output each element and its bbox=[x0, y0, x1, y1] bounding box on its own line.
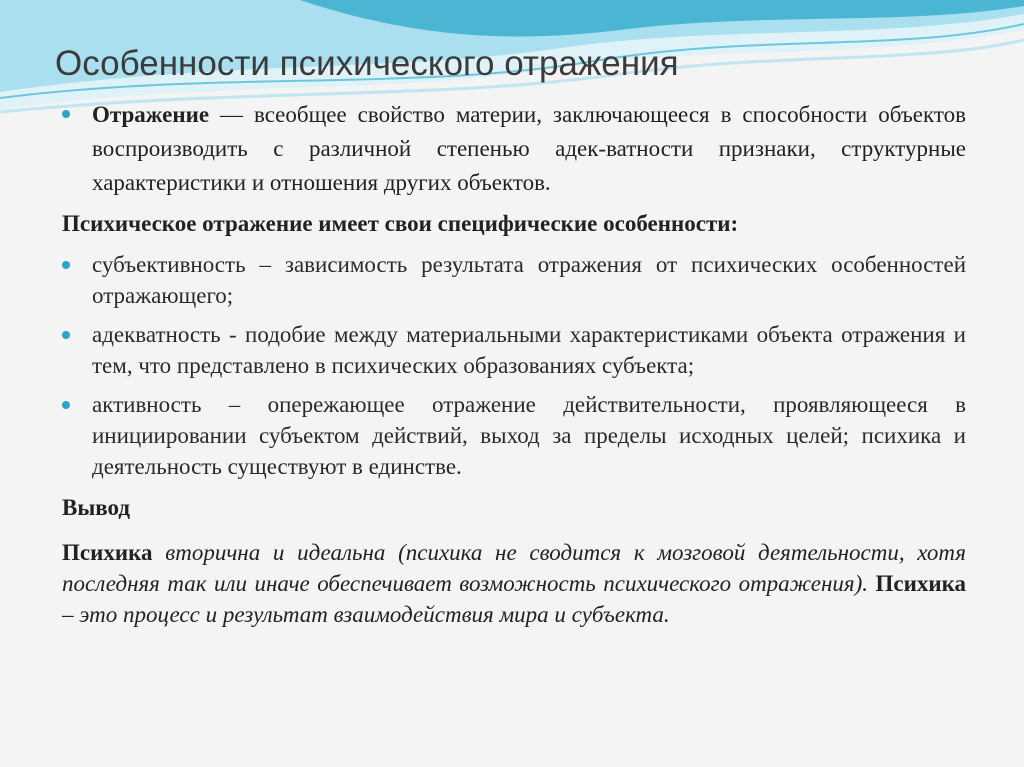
conclusion-text-1: вторична и идеальна (психика не сводится к мозговой деятельности, хотя последняя так или иначе обеспечивает возможность психического отражения). bbox=[62, 540, 966, 596]
feature-item-subjectivity bbox=[62, 249, 966, 311]
definition-term: Отражение bbox=[92, 102, 210, 127]
definition-text: — всеобщее свойство материи, заключающееся в способности объектов воспроизводить с различной степенью адек-ватности признаки, структурные характеристики и отношения других объектов. bbox=[92, 102, 966, 195]
slide-content bbox=[62, 98, 966, 630]
definition-bullet bbox=[62, 98, 966, 200]
conclusion-label: Вывод bbox=[62, 495, 131, 520]
conclusion-term-1: Психика bbox=[62, 540, 153, 565]
feature-text: субъективность – зависимость результата отражения от психических особенностей отражающего; bbox=[92, 252, 966, 308]
slide-title: Особенности психического отражения bbox=[55, 44, 679, 83]
conclusion-term-2: Психика bbox=[875, 571, 966, 596]
feature-text: адекватность - подобие между материальными характеристиками объекта отражения и тем, что представлено в психических образованиях субъекта; bbox=[92, 322, 966, 378]
feature-item-adequacy bbox=[62, 319, 966, 381]
conclusion-paragraph bbox=[62, 537, 966, 630]
bullet-dot-icon bbox=[62, 261, 70, 269]
bullet-dot-icon bbox=[62, 331, 70, 339]
features-heading: Психическое отражение имеет свои специфические особенности: bbox=[62, 211, 739, 236]
bullet-dot-icon bbox=[62, 110, 70, 118]
conclusion-text-2: – это процесс и результат взаимодействия мира и субъекта. bbox=[62, 602, 670, 627]
feature-text: активность – опережающее отражение действительности, проявляющееся в инициировании субъектом действий, выход за пределы исходных целей; психика и деятельность существуют в единстве. bbox=[92, 392, 966, 479]
feature-item-activity bbox=[62, 389, 966, 482]
bullet-dot-icon bbox=[62, 401, 70, 409]
